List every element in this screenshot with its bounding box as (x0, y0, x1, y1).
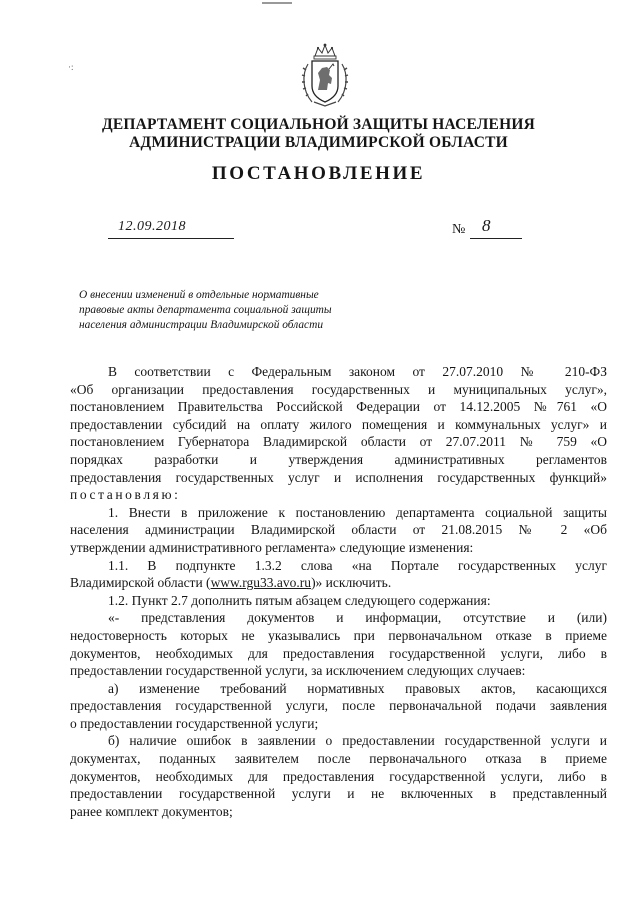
document-date: 12.09.2018 (118, 219, 186, 234)
document-number: 8 (482, 216, 491, 235)
text-line: 1. Внести в приложение к постановлению департамента социальной защиты (108, 504, 607, 520)
text-line: утверждении административного регламента» следующие изменения: (70, 539, 474, 555)
subject-line: населения администрации Владимирской области (79, 319, 324, 331)
paragraph-sub-a (70, 680, 607, 733)
text-line: ранее комплект документов; (70, 803, 233, 819)
department-name-line1: ДЕПАРТАМЕНТ СОЦИАЛЬНОЙ ЗАЩИТЫ НАСЕЛЕНИЯ (102, 116, 535, 133)
scan-artifact (262, 2, 292, 4)
text-line: порядках разработки и утверждения административных регламентов (70, 451, 607, 467)
paragraph-sub-b (70, 732, 607, 820)
document-subject (79, 288, 379, 333)
text-line: «Об организации предоставления государственных и муниципальных услуг», (70, 381, 607, 397)
paragraph-item-1-1 (70, 557, 607, 592)
department-name-line2: АДМИНИСТРАЦИИ ВЛАДИМИРСКОЙ ОБЛАСТИ (129, 134, 508, 151)
text-line: 1.1. В подпункте 1.3.2 слова «на Портале государственных услуг (108, 557, 607, 573)
scan-artifact-dot: ·: (68, 62, 74, 72)
text-line: предоставлении государственной услуги, за исключением следующих случаев: (70, 663, 526, 679)
paragraph-item-1-2 (70, 592, 607, 610)
text-line: а) изменение требований нормативных правовых актов, касающихся (108, 680, 607, 696)
document-type-title: ПОСТАНОВЛЕНИЕ (211, 163, 426, 184)
text-line: В соответствии с Федеральным законом от 27.07.2010 № 210-ФЗ (108, 364, 607, 379)
subject-line: правовые акты департамента социальной защиты (79, 304, 332, 316)
text-line: предоставлении государственной услуги и не включенных в представленный (70, 786, 607, 802)
text-line: предоставления государственных услуг и исполнения государственных функций» (70, 469, 607, 485)
text-line: постановлением Правительства Российской Федерации от 14.12.2005 №761 «О (70, 399, 607, 415)
number-underline (470, 222, 522, 239)
number-sign: № (452, 222, 466, 237)
subject-line: О внесении изменений в отдельные нормативные (79, 289, 319, 301)
text-line: предоставления государственной услуги, после первоначальной подачи заявления (70, 698, 607, 714)
text-line: документах, поданных заявителем после первоначального отказа в приеме (70, 751, 607, 767)
text-line: 1.2. Пункт 2.7 дополнить пятым абзацем следующего содержания: (108, 592, 491, 608)
text-line: населения администрации Владимирской области от 21.08.2015 № 2 «Об (70, 522, 607, 538)
paragraph-quoted-addition (70, 609, 607, 679)
resolution-word: постановляю: (70, 487, 181, 503)
text-line: о предоставлении государственной услуги; (70, 715, 319, 731)
paragraph-item-1 (70, 504, 607, 557)
text-line (70, 574, 607, 592)
text-line: документов, необходимых для предоставления государственной услуги, либо в (70, 645, 607, 661)
text-line: б) наличие ошибок в заявлении о предоставлении государственной услуги и (108, 733, 607, 749)
document-body (70, 363, 607, 820)
text-line: документов, необходимых для предоставления государственной услуги, либо в (70, 768, 607, 784)
text-fragment: )» исключить. (311, 575, 392, 591)
text-fragment: Владимирской области ( (70, 575, 211, 591)
paragraph-preamble (70, 363, 607, 504)
text-line: недостоверность которых не указывались при первоначальном отказе в приеме (70, 627, 607, 643)
text-line: предоставлении субсидий на оплату жилого помещения и коммунальных услуг» и (70, 416, 607, 432)
text-line: постановлением Губернатора Владимирской области от 27.07.2011 № 759 «О (70, 434, 607, 450)
text-line: «- представления документов и информации, отсутствие и (или) (108, 610, 607, 626)
coat-of-arms-emblem (296, 42, 354, 110)
portal-link[interactable]: www.rgu33.avo.ru (210, 575, 312, 591)
